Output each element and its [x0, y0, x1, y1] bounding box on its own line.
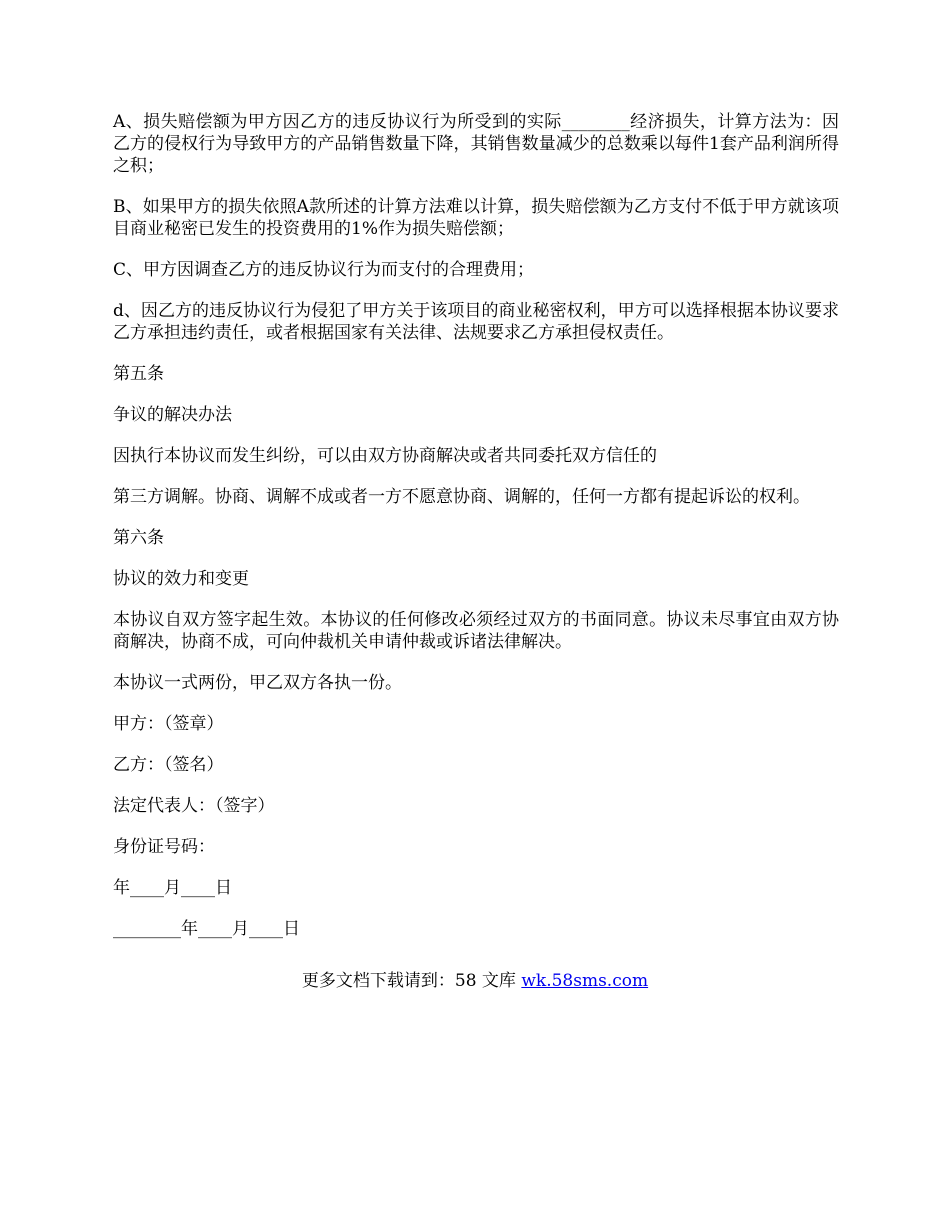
clause-c-paragraph: C、甲方因调查乙方的违反协议行为而支付的合理费用；: [113, 260, 535, 280]
validity-paragraph: 本协议自双方签字起生效。本协议的任何修改必须经过双方的书面同意。协议未尽事宜由双方协商解决，协商不成，可向仲裁机关申请仲裁或诉诸法律解决。: [113, 610, 839, 652]
validity-heading: 协议的效力和变更: [113, 569, 249, 589]
date-line-1: 年____月____日: [113, 878, 232, 898]
document-body: [113, 111, 839, 959]
dispute-resolution-heading: 争议的解决办法: [113, 405, 232, 425]
clause-a-paragraph: A、损失赔偿额为甲方因乙方的违反协议行为所受到的实际________经济损失，计算方法为：因乙方的侵权行为导致甲方的产品销售数量下降，其销售数量减少的总数乘以每件1套产品利润所得之积；: [113, 112, 839, 176]
copies-paragraph: 本协议一式两份，甲乙双方各执一份。: [113, 673, 402, 693]
party-b-signature-line: 乙方：（签名）: [113, 755, 224, 775]
article-6-heading: 第六条: [113, 528, 164, 548]
dispute-paragraph-2: 第三方调解。协商、调解不成或者一方不愿意协商、调解的，任何一方都有提起诉讼的权利。: [113, 487, 810, 507]
dispute-paragraph-1: 因执行本协议而发生纠纷，可以由双方协商解决或者共同委托双方信任的: [113, 446, 657, 466]
footer-text: 更多文档下载请到：58 文库: [301, 971, 522, 991]
id-number-line: 身份证号码：: [113, 837, 215, 857]
legal-representative-line: 法定代表人：（签字）: [113, 796, 275, 816]
footer-link[interactable]: wk.58sms.com: [521, 971, 649, 991]
article-5-heading: 第五条: [113, 364, 164, 384]
date-line-2: ________年____月____日: [113, 919, 300, 939]
clause-d-paragraph: d、因乙方的违反协议行为侵犯了甲方关于该项目的商业秘密权利，甲方可以选择根据本协议要求乙方承担违约责任，或者根据国家有关法律、法规要求乙方承担侵权责任。: [113, 301, 839, 343]
footer: [0, 970, 950, 992]
clause-b-paragraph: B、如果甲方的损失依照A款所述的计算方法难以计算，损失赔偿额为乙方支付不低于甲方就该项目商业秘密已发生的投资费用的1%作为损失赔偿额；: [113, 197, 839, 239]
party-a-signature-line: 甲方：（签章）: [113, 714, 224, 734]
